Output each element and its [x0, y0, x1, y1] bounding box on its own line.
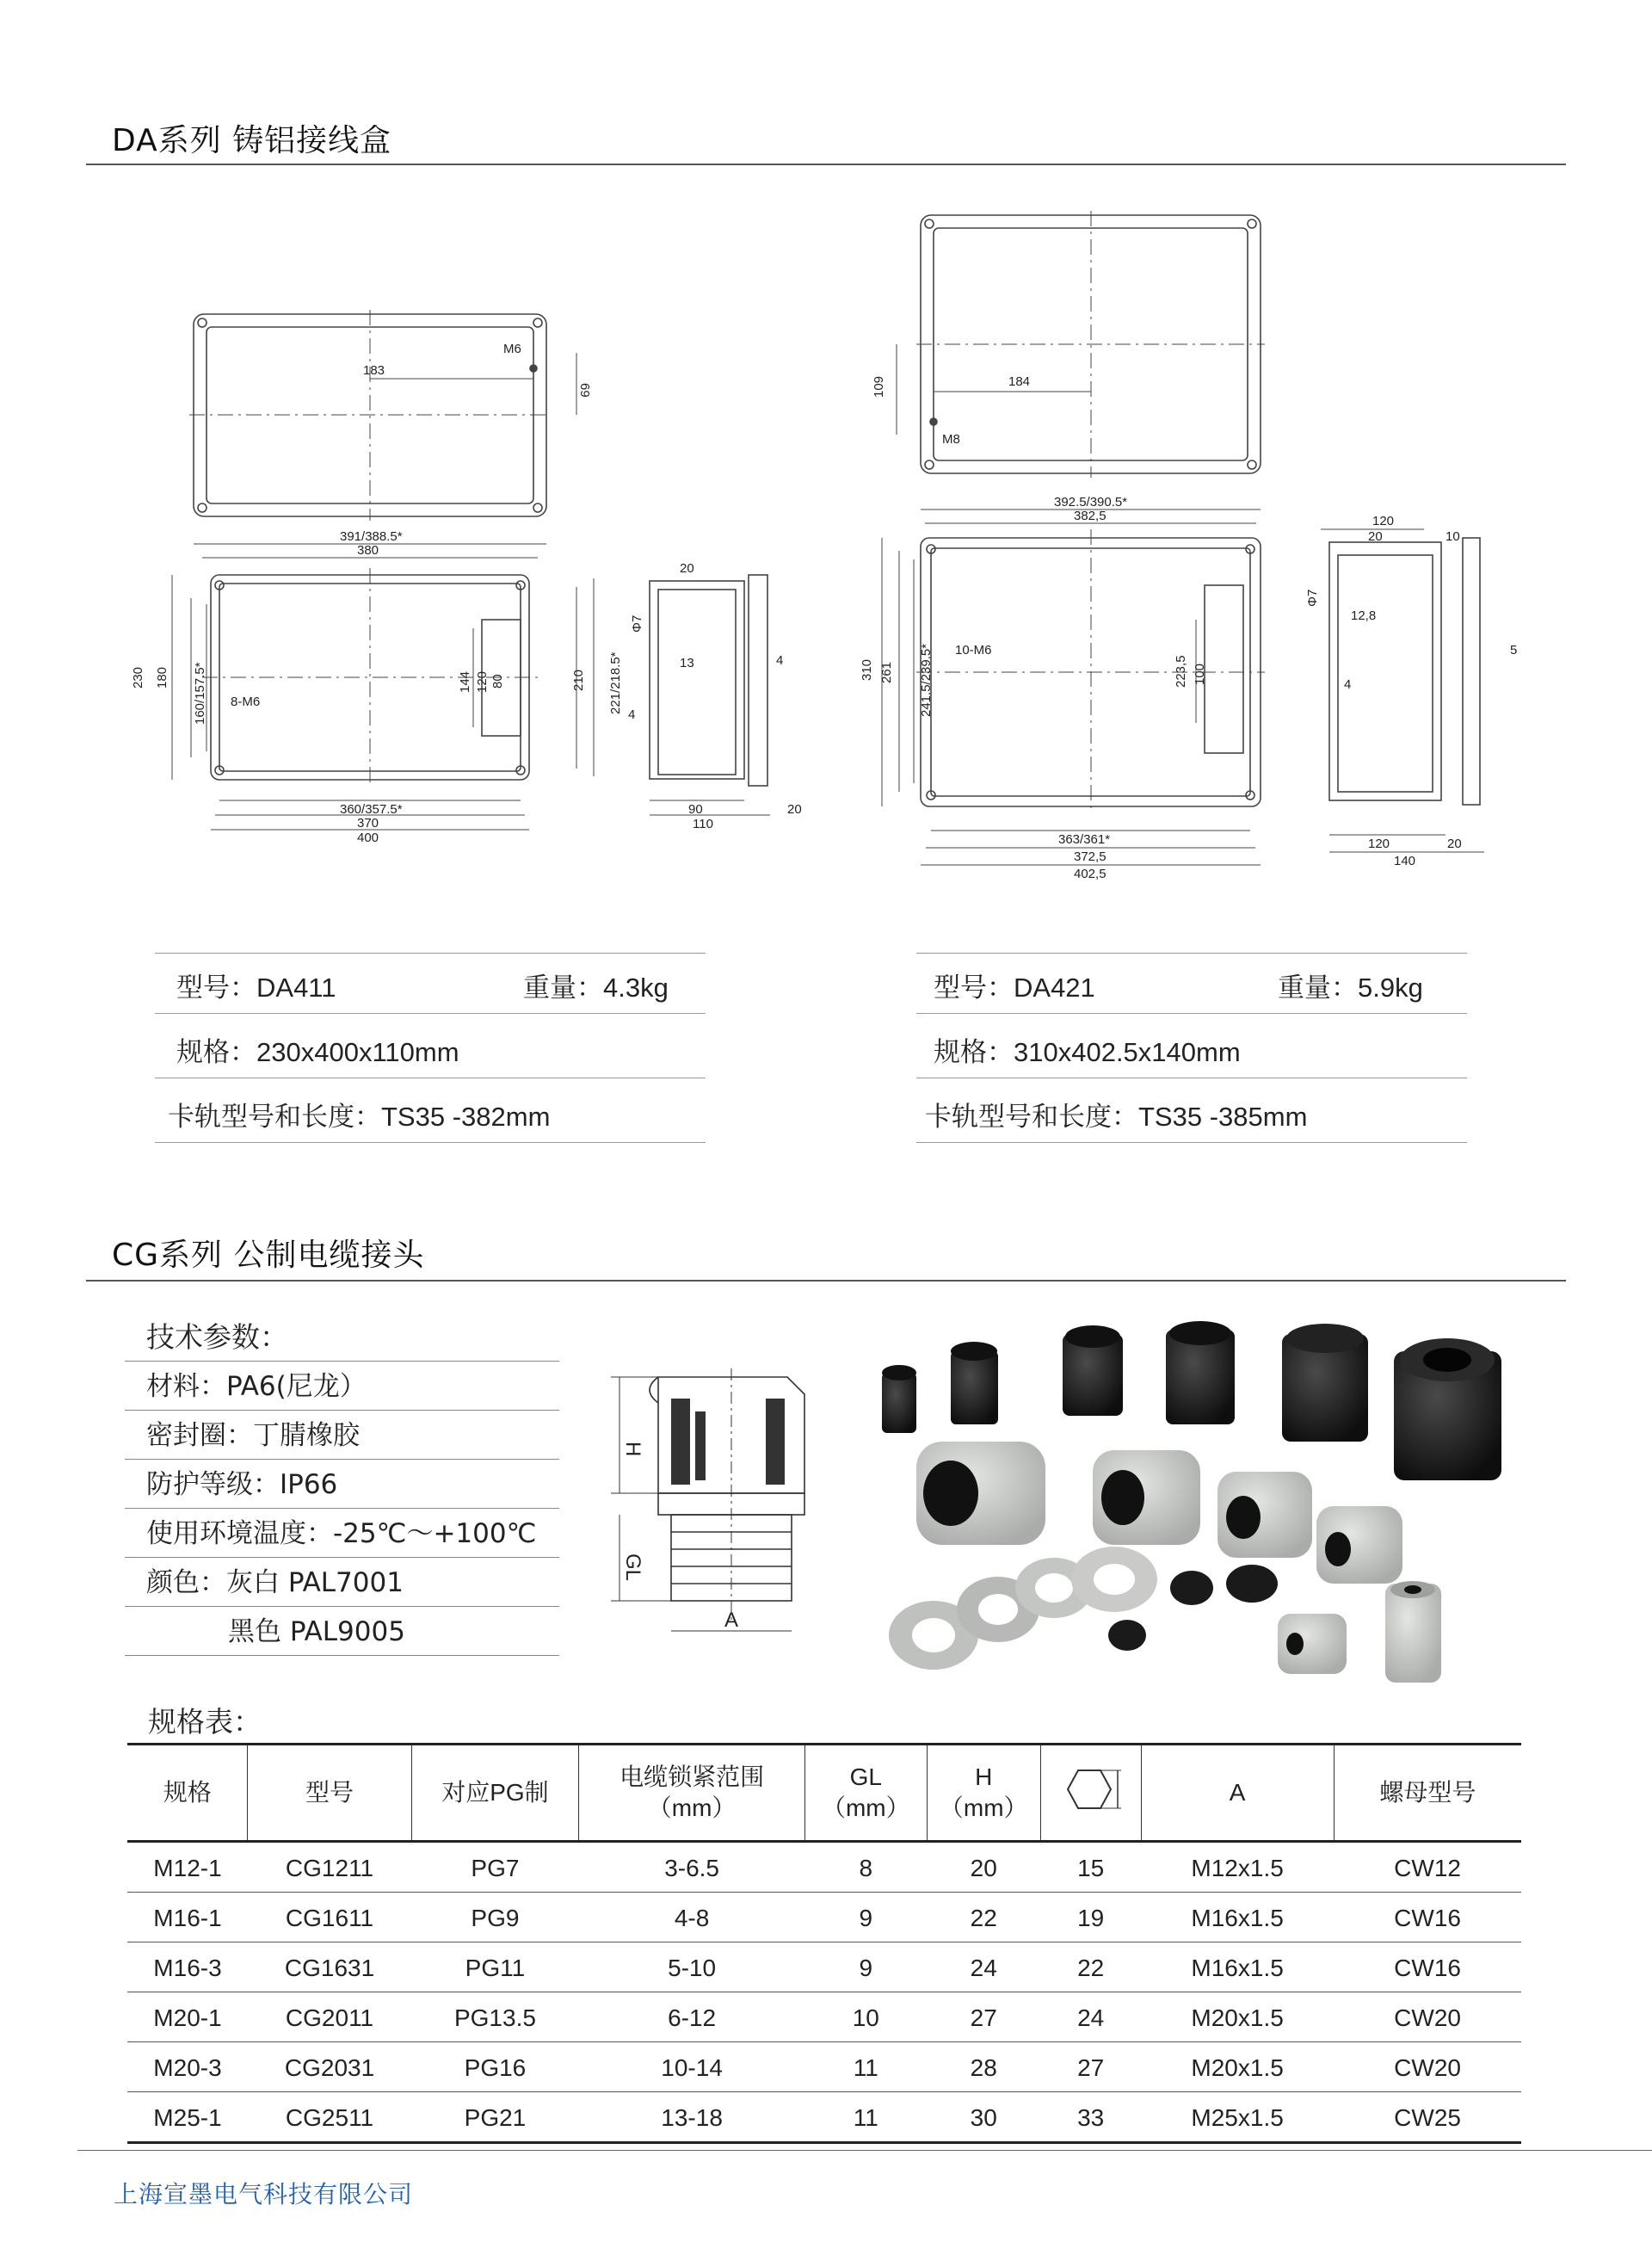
cell-pg: PG7: [411, 1842, 579, 1893]
gray-gland-4: [1316, 1506, 1402, 1584]
da421-weight-value: 5.9kg: [1358, 973, 1423, 1003]
cable-gland-photo: [869, 1321, 1523, 1700]
param-material: 材料：PA6(尼龙）: [125, 1362, 559, 1411]
cell-hex: 15: [1040, 1842, 1141, 1893]
cell-nut: CW20: [1334, 1992, 1521, 2042]
spec-table: [127, 1743, 1521, 2144]
da411-dim-183: 183: [363, 363, 385, 378]
da421-model-value: DA421: [1014, 973, 1095, 1003]
footer-rule: [77, 2150, 1652, 2151]
param-temperature: 使用环境温度：-25℃～+100℃: [125, 1509, 559, 1558]
da421-spec-value: 310x402.5x140mm: [1014, 1037, 1241, 1067]
da411-spec-label: 规格：: [176, 1037, 256, 1068]
gland-label-h: H: [621, 1442, 644, 1457]
cell-h: 22: [927, 1893, 1040, 1942]
da421-drawing: [852, 207, 1540, 895]
da421-dim-261: 261: [879, 661, 894, 683]
da411-side-20: 20: [680, 561, 694, 576]
da411-weight: [523, 966, 669, 1004]
da411-spec-rule-top: [155, 953, 706, 954]
cell-nut: CW12: [1334, 1842, 1521, 1893]
black-gland-3: [1063, 1325, 1123, 1416]
da421-side-10: 10: [1446, 529, 1460, 544]
da-title-rule: [86, 164, 1566, 165]
gray-nut-4: [1071, 1547, 1157, 1612]
da421-rail-value: TS35 -385mm: [1138, 1102, 1308, 1132]
da-section-title: DA系列 铸铝接线盒: [112, 123, 392, 158]
cell-hex: 19: [1040, 1893, 1141, 1942]
da411-dim-380: 380: [357, 543, 379, 558]
th-cable-range: 电缆锁紧范围 （mm）: [579, 1745, 805, 1842]
da411-dim-160: 160/157.5*: [193, 662, 207, 725]
da421-side-5: 5: [1510, 643, 1518, 658]
da421-side-120: 120: [1372, 514, 1395, 528]
da421-rail: [925, 1095, 1307, 1133]
cell-spec: M20-1: [127, 1992, 248, 2042]
da421-dim-241: 241.5/239.5*: [919, 643, 934, 717]
da411-dim-69: 69: [577, 383, 592, 398]
th-nut: 螺母型号: [1334, 1745, 1521, 1842]
cell-spec: M25-1: [127, 2092, 248, 2143]
cell-hex: 24: [1040, 1992, 1141, 2042]
da411-side-phi7: Φ7: [630, 615, 644, 633]
table-row: [127, 1942, 1521, 1992]
black-cap-3: [1108, 1620, 1146, 1651]
da421-model: [934, 966, 1095, 1004]
da411-side-4a: 4: [776, 653, 784, 668]
da411-drawing: [120, 301, 826, 869]
black-gland-6: [1394, 1338, 1501, 1480]
param-color-gray: 颜色：灰白 PAL7001: [125, 1558, 559, 1607]
da421-dim-382: 382,5: [1074, 509, 1106, 523]
da411-weight-label: 重量：: [523, 973, 603, 1004]
black-gland-4: [1166, 1321, 1235, 1424]
da421-dim-184: 184: [1008, 374, 1031, 389]
cell-pg: PG16: [411, 2042, 579, 2092]
da421-spec-label: 规格：: [934, 1037, 1014, 1068]
da411-model-value: DA411: [256, 973, 336, 1003]
da421-weight: [1278, 966, 1423, 1004]
da421-dim-392: 392.5/390.5*: [1054, 495, 1128, 510]
da421-side-20b: 20: [1447, 837, 1462, 851]
da411-rail-value: TS35 -382mm: [381, 1102, 551, 1132]
da411-dim-m6: M6: [503, 342, 521, 356]
th-a: A: [1141, 1745, 1334, 1842]
cell-pg: PG9: [411, 1893, 579, 1942]
table-row: [127, 1842, 1521, 1893]
da411-dim-8m6: 8-M6: [231, 695, 261, 709]
cell-a: M25x1.5: [1141, 2092, 1334, 2143]
cell-hex: 22: [1040, 1942, 1141, 1992]
da421-spec-rule-top: [916, 953, 1467, 954]
th-h: H （mm）: [927, 1745, 1040, 1842]
black-gland-2: [951, 1342, 998, 1424]
cell-gl: 11: [804, 2042, 927, 2092]
da411-dim-120: 120: [475, 670, 490, 693]
table-row: [127, 1992, 1521, 2042]
gray-gland-3: [1217, 1472, 1312, 1558]
cg-params: [125, 1312, 559, 1656]
da411-dim-360: 360/357.5*: [340, 802, 403, 817]
cell-nut: CW25: [1334, 2092, 1521, 2143]
da421-dim-372: 372,5: [1074, 849, 1106, 864]
cable-gland-drawing: [607, 1364, 830, 1640]
cell-h: 20: [927, 1842, 1040, 1893]
da421-dim-223: 223,5: [1174, 655, 1188, 688]
cg-title-rule: [86, 1280, 1566, 1282]
da411-spec: [176, 1030, 459, 1069]
da421-dim-m8: M8: [942, 432, 960, 447]
table-row: [127, 2042, 1521, 2092]
da411-dim-400: 400: [357, 831, 379, 845]
cg-section-title: CG系列 公制电缆接头: [112, 1238, 425, 1273]
cell-gl: 10: [804, 1992, 927, 2042]
cell-pg: PG13.5: [411, 1992, 579, 2042]
cell-h: 28: [927, 2042, 1040, 2092]
cell-h: 27: [927, 1992, 1040, 2042]
cell-spec: M20-3: [127, 2042, 248, 2092]
da411-side-20b: 20: [787, 802, 802, 817]
cell-gl: 8: [804, 1842, 927, 1893]
cell-gl: 9: [804, 1942, 927, 1992]
gland-label-a: A: [724, 1609, 739, 1632]
cell-a: M20x1.5: [1141, 2042, 1334, 2092]
da411-dim-144: 144: [458, 670, 472, 693]
cell-range: 5-10: [579, 1942, 805, 1992]
da411-rail: [168, 1095, 550, 1133]
cell-range: 4-8: [579, 1893, 805, 1942]
cell-model: CG2011: [248, 1992, 411, 2042]
da421-model-label: 型号：: [934, 973, 1014, 1004]
cell-a: M16x1.5: [1141, 1893, 1334, 1942]
da411-spec-value: 230x400x110mm: [256, 1037, 459, 1067]
cell-nut: CW16: [1334, 1942, 1521, 1992]
cell-range: 10-14: [579, 2042, 805, 2092]
cell-pg: PG21: [411, 2092, 579, 2143]
da421-weight-label: 重量：: [1278, 973, 1358, 1004]
th-pg: 对应PG制: [411, 1745, 579, 1842]
gray-gland-6: [1385, 1581, 1441, 1683]
cell-nut: CW16: [1334, 1893, 1521, 1942]
da411-dim-391: 391/388.5*: [340, 529, 403, 544]
da411-side-110: 110: [693, 817, 713, 831]
cell-model: CG1631: [248, 1942, 411, 1992]
da421-dim-310: 310: [860, 658, 874, 681]
gray-gland-1: [916, 1442, 1045, 1545]
cell-model: CG1211: [248, 1842, 411, 1893]
cell-spec: M16-3: [127, 1942, 248, 1992]
da421-dim-363: 363/361*: [1058, 832, 1111, 847]
table-header-row: [127, 1745, 1521, 1842]
param-color-black: 黑色 PAL9005: [125, 1607, 559, 1656]
footer-company: 上海宣墨电气科技有限公司: [114, 2180, 414, 2208]
cell-spec: M12-1: [127, 1842, 248, 1893]
gray-gland-2: [1093, 1450, 1200, 1545]
params-title: 技术参数：: [125, 1312, 559, 1362]
black-cap-1: [1170, 1571, 1213, 1605]
cell-a: M12x1.5: [1141, 1842, 1334, 1893]
da411-dim-80: 80: [490, 674, 505, 689]
gland-label-gl: GL: [621, 1553, 644, 1582]
da421-rail-label: 卡轨型号和长度：: [925, 1102, 1138, 1133]
table-title: 规格表：: [148, 1705, 262, 1739]
cell-gl: 11: [804, 2092, 927, 2143]
th-model: 型号: [248, 1745, 411, 1842]
param-seal: 密封圈：丁腈橡胶: [125, 1411, 559, 1460]
cell-pg: PG11: [411, 1942, 579, 1992]
da421-spec-rule-1: [916, 1013, 1467, 1014]
da411-side-90: 90: [688, 802, 703, 817]
cell-h: 24: [927, 1942, 1040, 1992]
da421-side-4: 4: [1344, 677, 1352, 692]
da411-weight-value: 4.3kg: [603, 973, 669, 1003]
da411-dim-180: 180: [155, 666, 170, 689]
param-protection: 防护等级：IP66: [125, 1460, 559, 1509]
black-gland-5: [1282, 1324, 1368, 1442]
da411-dim-210: 210: [571, 669, 586, 691]
da421-dim-109: 109: [872, 375, 886, 398]
da411-side-13: 13: [680, 656, 694, 670]
hexagon-icon: [1057, 1763, 1125, 1815]
gray-gland-5: [1278, 1614, 1347, 1674]
da411-model-label: 型号：: [176, 973, 256, 1004]
cell-range: 3-6.5: [579, 1842, 805, 1893]
da411-dim-370: 370: [357, 816, 379, 831]
th-hex: [1040, 1745, 1141, 1842]
da421-side-20: 20: [1368, 529, 1383, 544]
cell-model: CG1611: [248, 1893, 411, 1942]
da421-dim-100: 100: [1193, 663, 1207, 685]
cell-model: CG2031: [248, 2042, 411, 2092]
table-row: [127, 2092, 1521, 2143]
da411-side-4b: 4: [628, 707, 636, 722]
da411-model: [176, 966, 336, 1004]
da411-spec-rule-3: [155, 1142, 706, 1143]
da421-side-phi7: Φ7: [1305, 589, 1320, 607]
th-spec: 规格: [127, 1745, 248, 1842]
cell-a: M20x1.5: [1141, 1992, 1334, 2042]
cell-nut: CW20: [1334, 2042, 1521, 2092]
black-gland-1: [882, 1365, 916, 1433]
da421-spec: [934, 1030, 1241, 1069]
cell-h: 30: [927, 2092, 1040, 2143]
cell-gl: 9: [804, 1893, 927, 1942]
black-cap-2: [1226, 1565, 1278, 1603]
da421-dim-402: 402,5: [1074, 867, 1106, 881]
da421-dim-10m6: 10-M6: [955, 643, 992, 658]
da411-dim-221: 221/218.5*: [608, 652, 623, 714]
th-gl: GL （mm）: [804, 1745, 927, 1842]
table-row: [127, 1893, 1521, 1942]
cell-spec: M16-1: [127, 1893, 248, 1942]
cell-hex: 27: [1040, 2042, 1141, 2092]
da421-side-120b: 120: [1368, 837, 1390, 851]
da411-dim-230: 230: [131, 666, 145, 689]
cell-a: M16x1.5: [1141, 1942, 1334, 1992]
da421-side-128: 12,8: [1351, 608, 1377, 623]
cell-range: 13-18: [579, 2092, 805, 2143]
da411-rail-label: 卡轨型号和长度：: [168, 1102, 381, 1133]
cell-hex: 33: [1040, 2092, 1141, 2143]
cell-model: CG2511: [248, 2092, 411, 2143]
da421-spec-rule-3: [916, 1142, 1467, 1143]
da421-side-140: 140: [1394, 854, 1416, 868]
cell-range: 6-12: [579, 1992, 805, 2042]
da411-spec-rule-1: [155, 1013, 706, 1014]
